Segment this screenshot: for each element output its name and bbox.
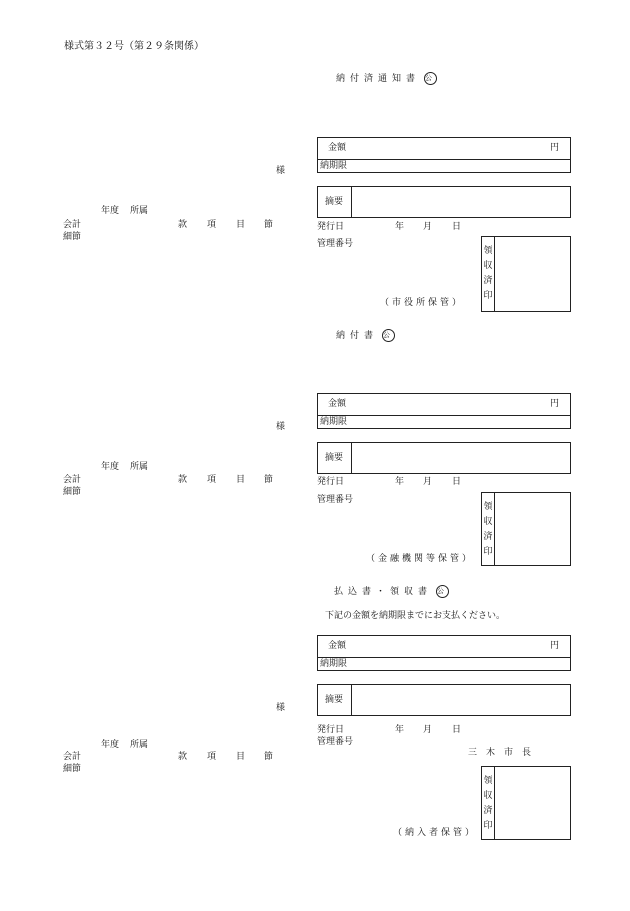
section-title-text: 納付済通知書: [336, 74, 421, 84]
summary-label: 摘要: [325, 695, 344, 705]
fiscal-year-label: 年度: [101, 462, 120, 472]
sama-label: 様: [276, 166, 286, 176]
amount-label: 金額: [328, 143, 347, 153]
month-label: 月: [423, 725, 433, 735]
public-mark-icon: 公: [382, 329, 395, 342]
yen-label: 円: [550, 399, 560, 409]
kan-label: 款: [178, 220, 188, 230]
kou-label: 項: [207, 220, 217, 230]
day-label: 日: [452, 222, 462, 232]
due-date-label: 納期限: [320, 161, 348, 171]
receipt-stamp-label: 領 収 済 印: [483, 776, 493, 831]
summary-box: [317, 684, 571, 716]
department-label: 所属: [130, 740, 149, 750]
management-no-label: 管理番号: [317, 495, 354, 505]
account-label: 会計: [63, 752, 82, 762]
summary-box: [317, 186, 571, 218]
fiscal-year-label: 年度: [101, 206, 120, 216]
receipt-stamp-label: 領 収 済 印: [483, 246, 493, 301]
summary-label: 摘要: [325, 453, 344, 463]
summary-box: [317, 442, 571, 474]
amount-box: [317, 393, 571, 429]
amount-box: [317, 137, 571, 173]
yen-label: 円: [550, 641, 560, 651]
receipt-stamp-label: 領 収 済 印: [483, 502, 493, 557]
issue-date-label: 発行日: [317, 222, 345, 232]
management-no-label: 管理番号: [317, 737, 354, 747]
sub-section-label: 細節: [63, 487, 82, 497]
fiscal-year-label: 年度: [101, 740, 120, 750]
month-label: 月: [423, 222, 433, 232]
due-date-label: 納期限: [320, 417, 348, 427]
setsu-label: 節: [264, 752, 274, 762]
section-title-2: [336, 329, 395, 342]
amount-label: 金額: [328, 399, 347, 409]
kou-label: 項: [207, 475, 217, 485]
day-label: 日: [452, 725, 462, 735]
section-title-text: 納付書: [336, 331, 379, 341]
public-mark-icon: 公: [436, 585, 449, 598]
moku-label: 目: [236, 475, 246, 485]
year-label: 年: [395, 725, 405, 735]
moku-label: 目: [236, 752, 246, 762]
month-label: 月: [423, 477, 433, 487]
kan-label: 款: [178, 752, 188, 762]
sub-section-label: 細節: [63, 232, 82, 242]
management-no-label: 管理番号: [317, 239, 354, 249]
keep-note-1: （市役所保管）: [380, 298, 465, 308]
department-label: 所属: [130, 462, 149, 472]
mayor-label: 三 木 市 長: [468, 748, 532, 758]
account-label: 会計: [63, 220, 82, 230]
yen-label: 円: [550, 143, 560, 153]
setsu-label: 節: [264, 475, 274, 485]
section-title-text: 払込書・領収書: [334, 587, 433, 597]
due-date-label: 納期限: [320, 659, 348, 669]
account-label: 会計: [63, 475, 82, 485]
department-label: 所属: [130, 206, 149, 216]
kou-label: 項: [207, 752, 217, 762]
day-label: 日: [452, 477, 462, 487]
amount-label: 金額: [328, 641, 347, 651]
form-title: 様式第３２号（第２９条関係）: [64, 41, 204, 52]
public-mark-icon: 公: [424, 72, 437, 85]
issue-date-label: 発行日: [317, 725, 345, 735]
section-title-1: [336, 72, 437, 85]
kan-label: 款: [178, 475, 188, 485]
sama-label: 様: [276, 703, 286, 713]
sama-label: 様: [276, 422, 286, 432]
payment-instruction: 下記の金額を納期限までにお支払ください。: [325, 611, 506, 621]
sub-section-label: 細節: [63, 764, 82, 774]
amount-box: [317, 635, 571, 671]
summary-label: 摘要: [325, 197, 344, 207]
issue-date-label: 発行日: [317, 477, 345, 487]
year-label: 年: [395, 222, 405, 232]
setsu-label: 節: [264, 220, 274, 230]
keep-note-2: （金融機関等保管）: [366, 554, 475, 564]
year-label: 年: [395, 477, 405, 487]
keep-note-3: （納入者保管）: [393, 828, 478, 838]
moku-label: 目: [236, 220, 246, 230]
section-title-3: [334, 585, 449, 598]
